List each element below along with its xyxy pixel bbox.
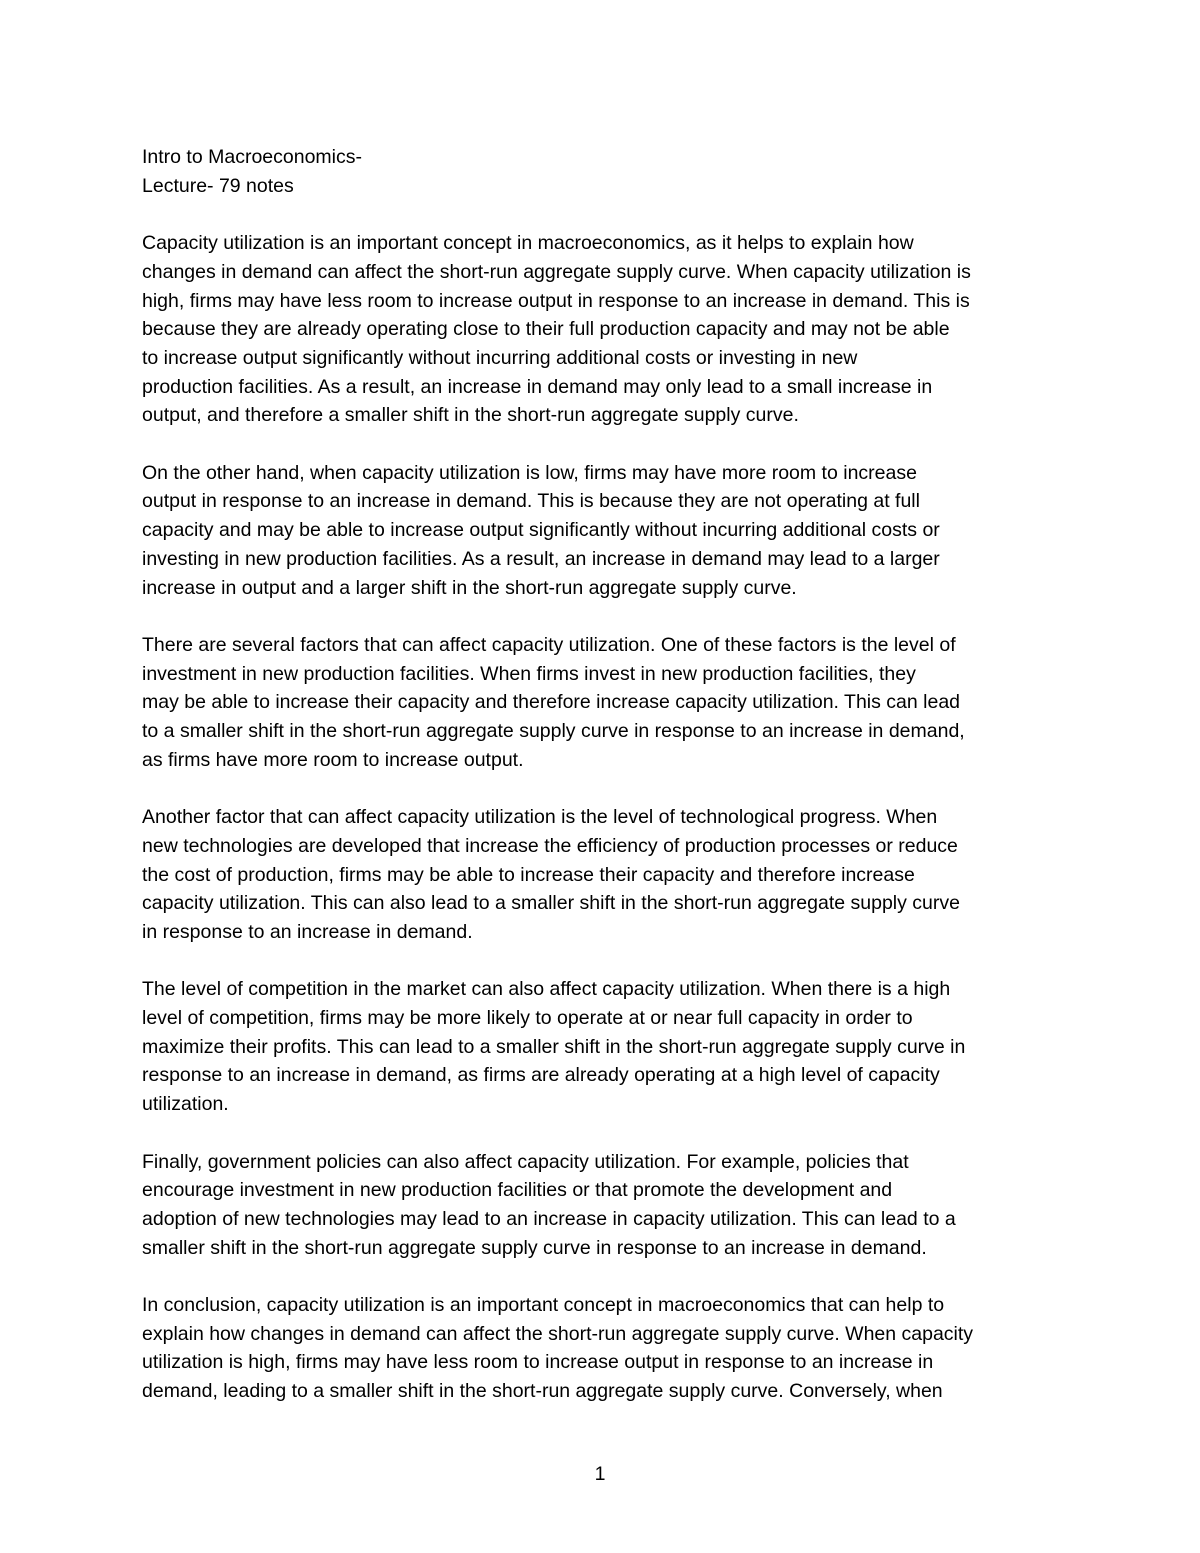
paragraph-4: Another factor that can affect capacity utilization is the level of technological progress. When new technologies are developed that increase the efficiency of production processes or reduce the cost of production, firms may be able to increase their capacity and therefore increase capacity utilization. This can also lead to a smaller shift in the short-run aggregate supply curve in response to an increase in demand. (142, 806, 960, 943)
paragraph-2: On the other hand, when capacity utilization is low, firms may have more room to increase output in response to an increase in demand. This is because they are not operating at full capacity and may be able to increase output significantly without incurring additional costs or investing in new production facilities. As a result, an increase in demand may lead to a larger increase in output and a larger shift in the short-run aggregate supply curve. (142, 461, 940, 599)
paragraph-7: In conclusion, capacity utilization is an important concept in macroeconomics that can help to explain how changes in demand can affect the short-run aggregate supply curve. When capacity utilization is high, firms may have less room to increase output in response to an increase in demand, leading to a smaller shift in the short-run aggregate supply curve. Conversely, when (142, 1294, 974, 1403)
paragraph-6: Finally, government policies can also affect capacity utilization. For example, policies that encourage investment in new production facilities or that promote the development and adoption of new technologies may lead to an increase in capacity utilization. This can lead to a smaller shift in the short-run aggregate supply curve in response to an increase in demand. (142, 1150, 956, 1259)
paragraph-5: The level of competition in the market can also affect capacity utilization. When there is a high level of competition, firms may be more likely to operate at or near full capacity in order to maximize their profits. This can lead to a smaller shift in the short-run aggregate supply curve in response to an increase in demand, as firms are already operating at a high level of capacity utilization. (142, 978, 966, 1116)
paragraph-1: Capacity utilization is an important concept in macroeconomics, as it helps to explain how changes in demand can affect the short-run aggregate supply curve. When capacity utilization is high, firms may have less room to increase output in response to an increase in demand. This is because they are already operating close to their full production capacity and may not be able to increase output significantly without incurring additional costs or investing in new production facilities. As a result, an increase in demand may only lead to a small increase in output, and therefore a smaller shift in the short-run aggregate supply curve. (142, 232, 971, 427)
page-number: 1 (594, 1463, 606, 1485)
spacer (142, 200, 1062, 229)
document-body (142, 143, 1062, 1435)
paragraph-3: There are several factors that can affect capacity utilization. One of these factors is the level of investment in new production facilities. When firms invest in new production facilities, they may be able to increase their capacity and therefore increase capacity utilization. This can lead to a smaller shift in the short-run aggregate supply curve in response to an increase in demand, as firms have more room to increase output. (142, 633, 965, 771)
document-subtitle: Lecture- 79 notes (142, 174, 294, 197)
document-title: Intro to Macroeconomics- (142, 146, 362, 168)
